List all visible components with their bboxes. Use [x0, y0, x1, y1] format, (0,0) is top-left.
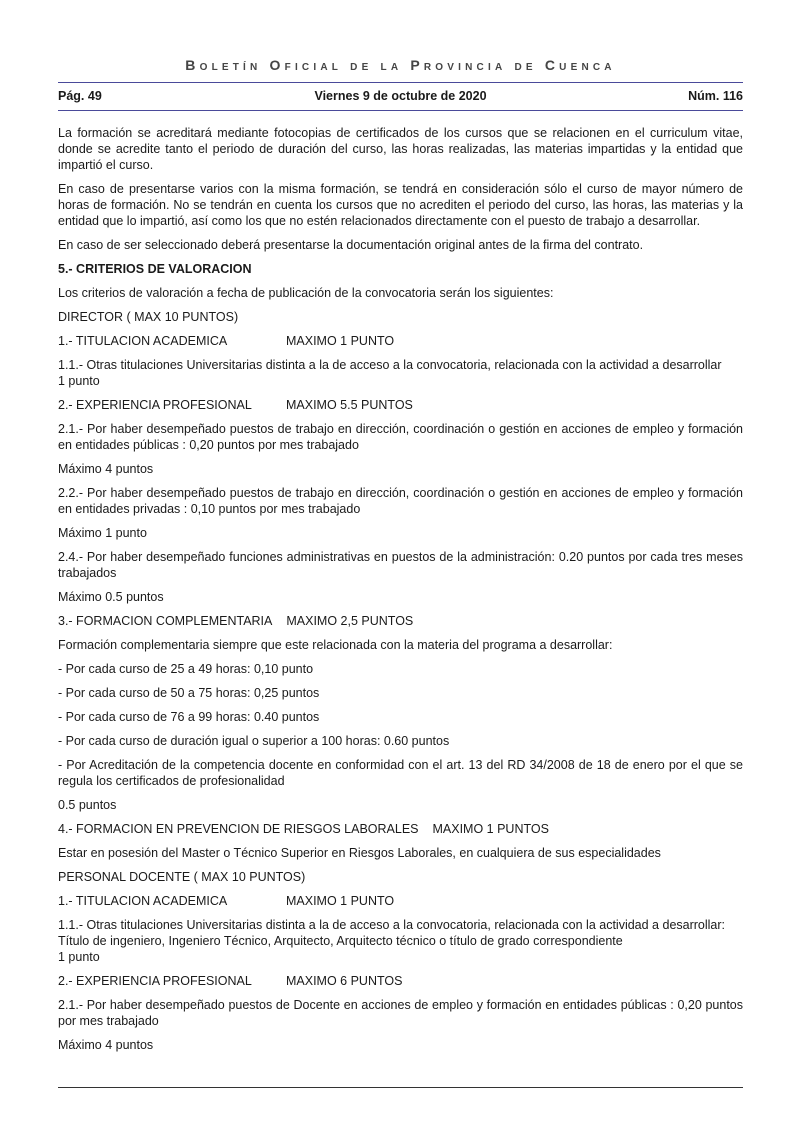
- document-body: [58, 125, 743, 1061]
- page-header: [58, 89, 743, 105]
- docente-exp-21: 2.1.- Por haber desempeñado puestos de Docente en acciones de empleo y formación en entidades públicas : 0,20 puntos por mes trabajado: [58, 998, 743, 1028]
- docente-heading: PERSONAL DOCENTE ( MAX 10 PUNTOS): [58, 870, 306, 884]
- paragraph-formacion: En caso de presentarse varios con la misma formación, se tendrá en consideración sólo el curso de mayor número de horas de formación. No se tendrán en cuenta los cursos que no acrediten el periodo del curso, las horas, las materias y la entidad que lo impartió, así como los que no estén relacionados directamente con el puesto de trabajo a desarrollar.: [58, 182, 743, 228]
- docente-titulacion: 1.- TITULACION ACADEMICA MAXIMO 1 PUNTO: [58, 894, 395, 908]
- list-item-points: 0.5 puntos: [58, 798, 117, 812]
- director-prevencion: 4.- FORMACION EN PREVENCION DE RIESGOS LABORALES MAXIMO 1 PUNTOS: [58, 822, 549, 836]
- list-item: - Por cada curso de 25 a 49 horas: 0,10 punto: [58, 662, 314, 676]
- director-exp-21-max: Máximo 4 puntos: [58, 462, 154, 476]
- director-exp-22-max: Máximo 1 punto: [58, 526, 147, 540]
- director-exp-24: 2.4.- Por haber desempeñado funciones administrativas en puestos de la administración: 0.20 puntos por cada tres meses trabajados: [58, 550, 743, 580]
- header-rule: [58, 110, 743, 111]
- paragraph-acreditacion: La formación se acreditará mediante fotocopias de certificados de los cursos que se relacionen en el curriculum vitae, donde se acredite tanto el periodo de duración del curso, las horas realizadas, las materias impartidas y la entidad que impartió el curso.: [58, 126, 743, 172]
- list-item: - Por Acreditación de la competencia docente en conformidad con el art. 13 del RD 34/2008 de 18 de enero por el que se regula los certificados de profesionalidad: [58, 758, 743, 788]
- director-titulacion: 1.- TITULACION ACADEMICA MAXIMO 1 PUNTO: [58, 334, 395, 348]
- paragraph-documentacion: En caso de ser seleccionado deberá presentarse la documentación original antes de la firma del contrato.: [58, 238, 644, 252]
- director-experiencia: 2.- EXPERIENCIA PROFESIONAL MAXIMO 5.5 PUNTOS: [58, 398, 413, 412]
- director-prevencion-text: Estar en posesión del Master o Técnico Superior en Riesgos Laborales, en cualquiera de sus especialidades: [58, 846, 661, 860]
- page-number: Pág. 49: [58, 89, 102, 103]
- issue-date: Viernes 9 de octubre de 2020: [314, 89, 487, 103]
- masthead-rule: [58, 82, 743, 83]
- docente-titulacion-detail: 1.1.- Otras titulaciones Universitarias distinta a la de acceso a la convocatoria, relacionada con la actividad a desarrollar: Título de ingeniero, Ingeniero Técnico, Arquitecto, Arquitecto técnico o título de grado correspondiente 1 punto: [58, 918, 726, 964]
- footer-rule: [58, 1087, 743, 1088]
- director-exp-21: 2.1.- Por haber desempeñado puestos de trabajo en dirección, coordinación o gestión en acciones de empleo y formación en entidades públicas : 0,20 puntos por mes trabajado: [58, 422, 743, 452]
- director-heading: DIRECTOR ( MAX 10 PUNTOS): [58, 310, 239, 324]
- bulletin-masthead: Boletín Oficial de la Provincia de Cuenca: [185, 57, 616, 73]
- director-exp-22: 2.2.- Por haber desempeñado puestos de trabajo en dirección, coordinación o gestión en acciones de empleo y formación en entidades privadas : 0,10 puntos por mes trabajado: [58, 486, 743, 516]
- paragraph-criterios: Los criterios de valoración a fecha de publicación de la convocatoria serán los siguientes:: [58, 286, 554, 300]
- director-formacion: 3.- FORMACION COMPLEMENTARIA MAXIMO 2,5 PUNTOS: [58, 614, 414, 628]
- director-formacion-intro: Formación complementaria siempre que este relacionada con la materia del programa a desarrollar:: [58, 638, 613, 652]
- section-heading: 5.- CRITERIOS DE VALORACION: [58, 262, 252, 276]
- list-item: - Por cada curso de duración igual o superior a 100 horas: 0.60 puntos: [58, 734, 450, 748]
- docente-exp-21-max: Máximo 4 puntos: [58, 1038, 154, 1052]
- director-exp-24-max: Máximo 0.5 puntos: [58, 590, 164, 604]
- director-titulacion-detail: 1.1.- Otras titulaciones Universitarias distinta a la de acceso a la convocatoria, relacionada con la actividad a desarrollar 1 punto: [58, 358, 722, 388]
- docente-experiencia: 2.- EXPERIENCIA PROFESIONAL MAXIMO 6 PUNTOS: [58, 974, 403, 988]
- list-item: - Por cada curso de 50 a 75 horas: 0,25 puntos: [58, 686, 320, 700]
- issue-number: Núm. 116: [688, 89, 743, 103]
- list-item: - Por cada curso de 76 a 99 horas: 0.40 puntos: [58, 710, 320, 724]
